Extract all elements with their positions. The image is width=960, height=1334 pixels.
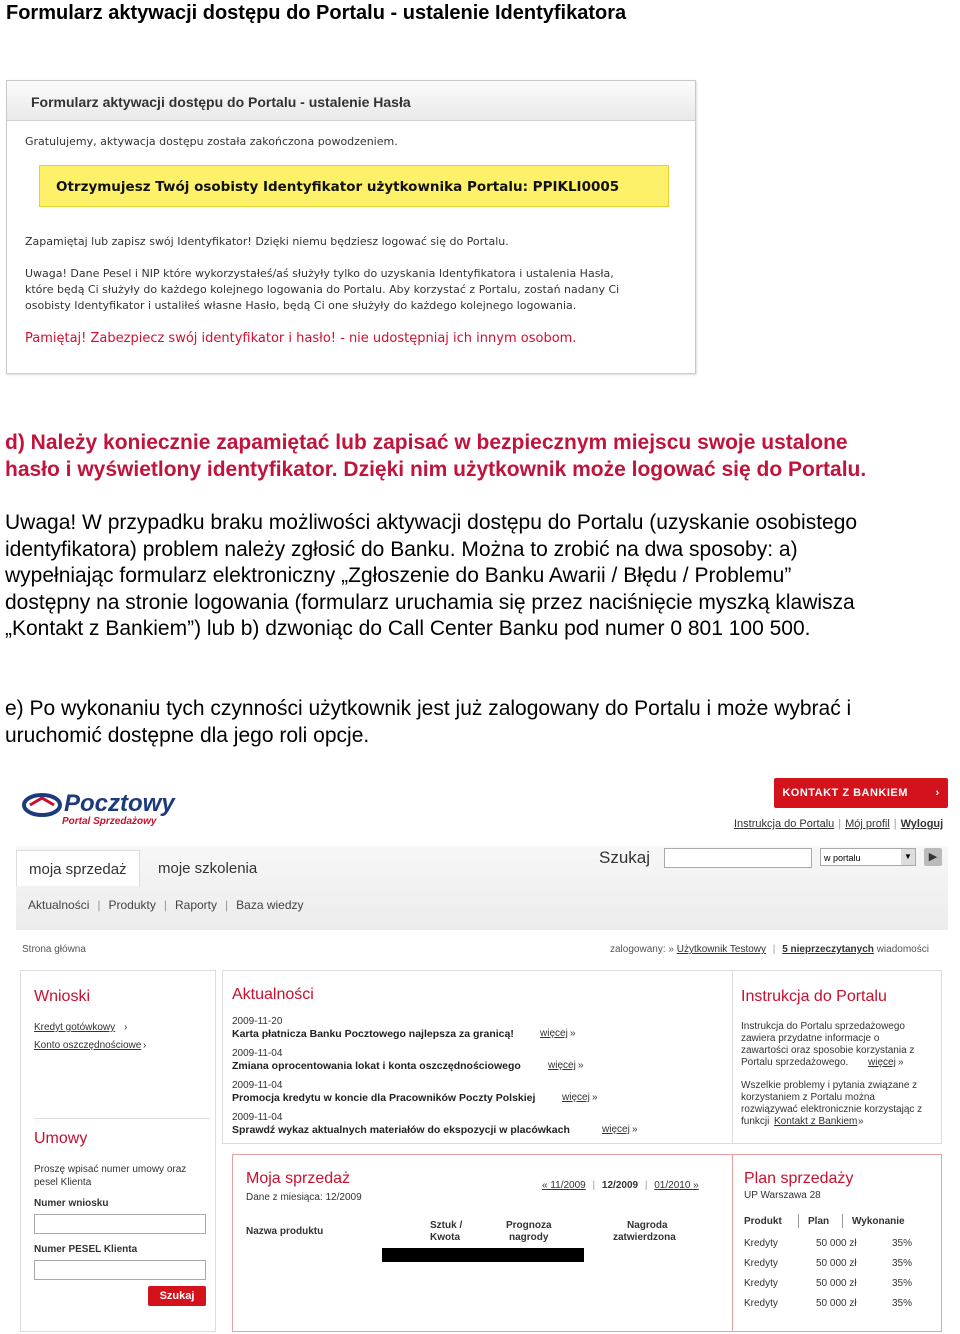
envelope-logo-icon — [22, 792, 62, 818]
portal-screenshot — [16, 778, 948, 1330]
news-more-link[interactable]: więcej — [602, 1124, 630, 1135]
chevron-right-icon: » — [858, 1116, 864, 1127]
plan-title: Plan sprzedaży — [744, 1170, 854, 1187]
pesel-label: Numer PESEL Klienta — [34, 1244, 138, 1255]
unread-messages-link[interactable]: 5 nieprzeczytanych — [782, 944, 874, 955]
instrukcja-text-8: funkcji — [741, 1116, 770, 1127]
top-links: Instrukcja do Portalu | Mój profil | Wyloguj — [734, 818, 944, 830]
document-title: Formularz aktywacji dostępu do Portalu - ustalenie Identyfikatora — [6, 2, 627, 24]
col-zatwierdzona: zatwierdzona — [613, 1232, 676, 1243]
remember-text: Zapamiętaj lub zapisz swój Identyfikator! Dzięki niemu będziesz logować się do Portalu. — [25, 235, 509, 248]
paragraph-e-line-2: uruchomić dostępne dla jego roli opcje. — [5, 723, 370, 747]
divider — [842, 1214, 843, 1228]
play-arrow-icon: ▶ — [928, 851, 938, 863]
numer-wniosku-label: Numer wniosku — [34, 1198, 109, 1209]
warning-line-1: Uwaga! Dane Pesel i NIP które wykorzystałeś/aś służyły tylko do uzyskania Identyfikatora i ustalenia Hasła, — [25, 267, 614, 280]
redaction-bar — [382, 1248, 584, 1262]
prev-month-link[interactable]: « 11/2009 — [542, 1180, 586, 1191]
plan-subtitle: UP Warszawa 28 — [744, 1190, 821, 1201]
subnav-baza-wiedzy[interactable]: Baza wiedzy — [236, 898, 304, 912]
paragraph-uwaga-line-1: Uwaga! W przypadku braku możliwości aktywacji dostępu do Portalu (uzyskanie osobistego — [5, 511, 858, 534]
col-nagroda: Nagroda — [627, 1220, 668, 1231]
logout-link[interactable]: Wyloguj — [900, 818, 944, 830]
plan-cell: Kredyty — [744, 1298, 778, 1309]
congrats-text: Gratulujemy, aktywacja dostępu została zakończona powodzeniem. — [25, 135, 398, 148]
arrow-right-icon: › — [935, 787, 940, 799]
instruction-link[interactable]: Instrukcja do Portalu — [734, 818, 835, 830]
plan-col-wykonanie: Wykonanie — [852, 1216, 905, 1227]
plan-col-produkt: Produkt — [744, 1216, 782, 1227]
chevron-right-icon: » — [632, 1124, 638, 1135]
plan-cell: 35% — [892, 1278, 913, 1289]
moja-sprzedaz-title: Moja sprzedaż — [246, 1170, 351, 1187]
kontakt-z-bankiem-link[interactable]: Kontakt z Bankiem — [774, 1116, 858, 1127]
instrukcja-text-6: korzystaniem z Portalu można — [741, 1092, 875, 1103]
col-sztuk: Sztuk / — [430, 1220, 463, 1231]
subnav: Aktualności | Produkty | Raporty | Baza wiedzy — [28, 898, 304, 912]
subnav-aktualnosci[interactable]: Aktualności — [28, 898, 90, 912]
contact-bank-label: KONTAKT Z BANKIEM — [782, 787, 908, 799]
paragraph-d-line-1: d) Należy koniecznie zapamiętać lub zapisać w bezpiecznym miejscu swoje ustalone — [5, 431, 848, 454]
paragraph-uwaga — [5, 510, 955, 643]
instrukcja-text-5: Wszelkie problemy i pytania związane z — [741, 1080, 918, 1091]
aktualnosci-title: Aktualności — [232, 986, 314, 1003]
kredyt-gotowkowy-link[interactable]: Kredyt gotówkowy — [34, 1022, 116, 1033]
plan-cell: 35% — [892, 1238, 913, 1249]
chevron-right-icon: › — [124, 1022, 128, 1033]
paragraph-e-line-1: e) Po wykonaniu tych czynności użytkownik jest już zalogowany do Portalu i może wybrać i — [5, 697, 852, 720]
numer-wniosku-input[interactable] — [34, 1214, 206, 1234]
chevron-right-icon: » — [578, 1060, 584, 1071]
instrukcja-title: Instrukcja do Portalu — [741, 988, 887, 1005]
news-title[interactable]: Promocja kredytu w koncie dla Pracowników Poczty Polskiej — [232, 1092, 536, 1104]
plan-cell: 35% — [892, 1258, 913, 1269]
instrukcja-text-1: Instrukcja do Portalu sprzedażowego — [741, 1021, 905, 1032]
search-scope-select[interactable] — [820, 848, 916, 866]
news-date: 2009-11-04 — [232, 1048, 283, 1059]
plan-col-plan: Plan — [808, 1216, 830, 1227]
my-profile-link[interactable]: Mój profil — [845, 818, 890, 830]
plan-cell: 35% — [892, 1298, 913, 1309]
col-nazwa-produktu: Nazwa produktu — [246, 1226, 324, 1237]
divider — [34, 1118, 210, 1119]
instrukcja-text-4: Portalu sprzedażowego. — [741, 1057, 849, 1068]
news-date: 2009-11-04 — [232, 1080, 283, 1091]
paragraph-uwaga-line-3: wypełniając formularz elektroniczny „Zgłoszenie do Banku Awarii / Błędu / Problemu” — [5, 564, 792, 587]
news-more-link[interactable]: więcej — [562, 1092, 590, 1103]
warning-line-2: które będą Ci służyły do każdego kolejnego logowania do Portalu. Aby korzystać z Portalu, zostań nadany Ci — [25, 283, 620, 296]
logged-prefix: zalogowany: » — [610, 944, 674, 955]
chevron-down-icon: ▼ — [901, 849, 915, 865]
month-nav: « 11/2009 | 12/2009 | 01/2010 » — [542, 1180, 699, 1191]
plan-cell: 50 000 zł — [816, 1278, 857, 1289]
paragraph-d — [5, 430, 955, 483]
tab-moja-sprzedaz[interactable]: moja sprzedaż — [16, 850, 140, 886]
form-header: Formularz aktywacji dostępu do Portalu - ustalenie Hasła — [7, 81, 695, 121]
paragraph-d-line-2: hasło i wyświetlony identyfikator. Dzięki nim użytkownik może logować się do Portalu. — [5, 457, 867, 481]
wnioski-title: Wnioski — [34, 988, 91, 1005]
logo-name: Pocztowy — [64, 790, 175, 817]
plan-cell: Kredyty — [744, 1258, 778, 1269]
plan-cell: Kredyty — [744, 1238, 778, 1249]
instrukcja-text-3: zawartości oraz sposobie korzystania z — [741, 1045, 915, 1056]
chevron-right-icon: » — [592, 1092, 598, 1103]
plan-cell: 50 000 zł — [816, 1258, 857, 1269]
pesel-input[interactable] — [34, 1260, 206, 1280]
subnav-produkty[interactable]: Produkty — [108, 898, 156, 912]
chevron-right-icon: » — [898, 1057, 904, 1068]
divider — [798, 1214, 799, 1228]
news-more-link[interactable]: więcej — [540, 1028, 568, 1039]
umowy-description: Proszę wpisać numer umowy oraz pesel Klienta — [34, 1164, 187, 1188]
search-input[interactable] — [664, 848, 812, 868]
paragraph-e — [5, 696, 955, 749]
konto-oszczednosciowe-link[interactable]: Konto oszczędnościowe — [34, 1040, 142, 1051]
news-date: 2009-11-04 — [232, 1112, 283, 1123]
chevron-right-icon: » — [570, 1028, 576, 1039]
logo-subtitle: Portal Sprzedażowy — [62, 816, 157, 827]
col-prognoza: Prognoza — [506, 1220, 552, 1231]
umowy-title: Umowy — [34, 1130, 88, 1147]
identifier-screenshot — [6, 80, 696, 374]
breadcrumb[interactable]: Strona główna — [22, 944, 86, 955]
subnav-raporty[interactable]: Raporty — [174, 898, 218, 912]
plan-cell: Kredyty — [744, 1278, 778, 1289]
paragraph-uwaga-line-2: identyfikatora) problem należy zgłosić do Banku. Można to zrobić na dwa sposoby: a) — [5, 537, 798, 561]
col-kwota: Kwota — [430, 1232, 460, 1243]
news-date: 2009-11-20 — [232, 1016, 283, 1027]
contact-bank-button[interactable] — [774, 778, 948, 808]
instrukcja-text-2: zawiera przydatne informacje o — [741, 1033, 880, 1044]
logged-user-info: zalogowany: » Użytkownik Testowy | 5 nieprzeczytanych wiadomości — [610, 944, 929, 955]
news-more-link[interactable]: więcej — [548, 1060, 576, 1071]
news-title[interactable]: Sprawdź wykaz aktualnych materiałów do ekspozycji w placówkach — [232, 1124, 570, 1136]
secure-note: Pamiętaj! Zabezpiecz swój identyfikator i hasło! - nie udostępniaj ich innym osobom. — [25, 331, 577, 346]
news-title[interactable]: Karta płatnicza Banku Pocztowego najlepsza za granicą! — [232, 1028, 514, 1040]
paragraph-uwaga-line-4: dostępny na stronie logowania (formularz uruchamia się przez naciśnięcie myszką klawisza — [5, 590, 855, 614]
search-scope-value: w portalu — [824, 853, 861, 863]
umowy-search-button[interactable]: Szukaj — [148, 1286, 206, 1306]
logged-user-link[interactable]: Użytkownik Testowy — [676, 944, 767, 955]
news-title[interactable]: Zmiana oprocentowania lokat i konta oszczędnościowego — [232, 1060, 521, 1072]
identifier-box: Otrzymujesz Twój osobisty Identyfikator użytkownika Portalu: PPIKLI0005 — [39, 165, 669, 207]
search-go-button[interactable] — [924, 848, 942, 866]
plan-cell: 50 000 zł — [816, 1298, 857, 1309]
col-nagrody: nagrody — [509, 1232, 549, 1243]
chevron-right-icon: › — [143, 1040, 147, 1051]
next-month-link[interactable]: 01/2010 » — [654, 1180, 699, 1191]
warning-line-3: osobisty Identyfikator i ustaliłeś własne Hasło, będą Ci one służyły do każdego kolejnego logowania. — [25, 299, 577, 312]
moja-sprzedaz-subtitle: Dane z miesiąca: 12/2009 — [246, 1192, 362, 1203]
tab-moje-szkolenia[interactable]: moje szkolenia — [158, 860, 258, 877]
search-label: Szukaj — [599, 848, 651, 867]
instrukcja-more-link[interactable]: więcej — [868, 1057, 896, 1068]
instrukcja-text-7: rozwiązywać elektronicznie korzystając z — [741, 1104, 923, 1115]
unread-suffix: wiadomości — [876, 944, 929, 955]
current-month: 12/2009 — [601, 1180, 639, 1191]
paragraph-uwaga-line-5: „Kontakt z Bankiem”) lub b) dzwoniąc do Call Center Banku pod numer 0 801 100 500. — [5, 617, 811, 640]
plan-cell: 50 000 zł — [816, 1238, 857, 1249]
